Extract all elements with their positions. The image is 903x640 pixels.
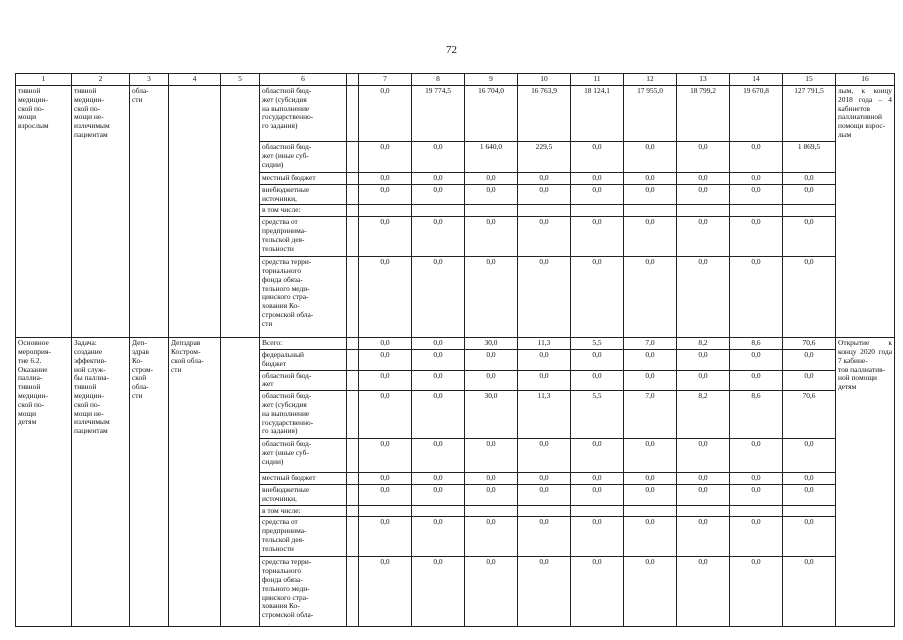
blank-cell	[347, 391, 359, 439]
funding-source-label: средства от предпринима- тельской дея- тельности	[260, 217, 347, 257]
value-cell-col-8: 0,0	[412, 349, 465, 370]
value-cell-col-10: 0,0	[518, 439, 571, 473]
value-cell-col-7	[359, 505, 412, 517]
value-cell-col-10	[518, 505, 571, 517]
value-cell-col-7: 0,0	[359, 349, 412, 370]
value-cell-col-13: 0,0	[677, 439, 730, 473]
value-cell-col-13: 18 799,2	[677, 86, 730, 142]
value-cell-col-14: 0,0	[730, 370, 783, 391]
value-cell-col-15: 70,6	[783, 391, 836, 439]
value-cell-col-7: 0,0	[359, 338, 412, 350]
value-cell-col-14: 0,0	[730, 217, 783, 257]
value-cell-col-7: 0,0	[359, 484, 412, 505]
value-cell-col-11: 0,0	[571, 217, 624, 257]
header-cell-5: 5	[221, 74, 260, 86]
value-cell-col-8: 0,0	[412, 391, 465, 439]
value-cell-col-15: 0,0	[783, 473, 836, 485]
value-cell-col-10: 0,0	[518, 184, 571, 205]
value-cell-col-8: 0,0	[412, 338, 465, 350]
value-cell-col-13: 0,0	[677, 217, 730, 257]
value-cell-col-9	[465, 205, 518, 217]
header-cell-12: 11	[571, 74, 624, 86]
value-cell-col-14: 0,0	[730, 473, 783, 485]
value-cell-col-15: 1 869,5	[783, 142, 836, 173]
value-cell-col-8: 0,0	[412, 370, 465, 391]
value-cell-col-14: 0,0	[730, 184, 783, 205]
value-cell-col-10: 0,0	[518, 349, 571, 370]
value-cell-col-14: 0,0	[730, 173, 783, 185]
value-cell-col-15: 0,0	[783, 184, 836, 205]
value-cell-col-14: 0,0	[730, 142, 783, 173]
value-cell-col-15: 0,0	[783, 517, 836, 557]
value-cell-col-11	[571, 205, 624, 217]
value-cell-col-13: 0,0	[677, 484, 730, 505]
value-cell-col-12: 0,0	[624, 484, 677, 505]
header-cell-7	[347, 74, 359, 86]
value-cell-col-11: 0,0	[571, 370, 624, 391]
value-cell-col-12: 7,0	[624, 391, 677, 439]
funding-source-label: областной бюд- жет (иные суб- сидии)	[260, 439, 347, 473]
value-cell-col-13	[677, 505, 730, 517]
value-cell-col-15: 0,0	[783, 484, 836, 505]
header-row	[16, 74, 895, 86]
header-cell-1: 1	[16, 74, 72, 86]
funding-source-label: средства терри- ториального фонда обяза- тельного меди- цинского стра- хования Ко- стромской обла-	[260, 557, 347, 627]
value-cell-col-12: 0,0	[624, 257, 677, 338]
value-cell-col-13: 0,0	[677, 142, 730, 173]
value-cell-col-14: 0,0	[730, 517, 783, 557]
header-cell-15: 14	[730, 74, 783, 86]
budget-table	[15, 73, 895, 627]
value-cell-col-14: 0,0	[730, 557, 783, 627]
blank-cell	[347, 173, 359, 185]
funding-source-label: федеральный бюджет	[260, 349, 347, 370]
value-cell-col-7: 0,0	[359, 257, 412, 338]
value-cell-col-11: 0,0	[571, 349, 624, 370]
value-cell-col-12: 0,0	[624, 184, 677, 205]
value-cell-col-12: 0,0	[624, 349, 677, 370]
blank-cell	[347, 184, 359, 205]
value-cell-col-11: 5,5	[571, 391, 624, 439]
value-cell-col-15: 0,0	[783, 173, 836, 185]
value-cell-col-8: 0,0	[412, 484, 465, 505]
header-cell-2: 2	[72, 74, 130, 86]
blank-cell	[347, 370, 359, 391]
funding-source-label: Всего:	[260, 338, 347, 350]
value-cell-col-9: 0,0	[465, 517, 518, 557]
header-cell-13: 12	[624, 74, 677, 86]
value-cell-col-13: 0,0	[677, 184, 730, 205]
value-cell-col-12: 0,0	[624, 370, 677, 391]
table-row	[16, 86, 895, 142]
block2-result-cell: Открытие к концу 2020 года 7 кабине- тов паллиатив- ной помощи детям	[836, 338, 895, 627]
value-cell-col-15	[783, 205, 836, 217]
header-cell-4: 4	[169, 74, 221, 86]
funding-source-label: в том числе:	[260, 205, 347, 217]
value-cell-col-9: 0,0	[465, 184, 518, 205]
value-cell-col-11: 5,5	[571, 338, 624, 350]
value-cell-col-7: 0,0	[359, 439, 412, 473]
value-cell-col-8: 0,0	[412, 439, 465, 473]
value-cell-col-8: 0,0	[412, 217, 465, 257]
value-cell-col-8: 0,0	[412, 257, 465, 338]
value-cell-col-14: 19 670,8	[730, 86, 783, 142]
value-cell-col-8: 0,0	[412, 173, 465, 185]
value-cell-col-11	[571, 505, 624, 517]
value-cell-col-12: 0,0	[624, 142, 677, 173]
block1-col-2: тивной медицин- ской по- мощи не- излечимым пациентам	[72, 86, 130, 338]
value-cell-col-12: 0,0	[624, 217, 677, 257]
value-cell-col-10: 0,0	[518, 557, 571, 627]
value-cell-col-7: 0,0	[359, 86, 412, 142]
value-cell-col-15: 0,0	[783, 217, 836, 257]
blank-cell	[347, 473, 359, 485]
header-cell-14: 13	[677, 74, 730, 86]
value-cell-col-9: 0,0	[465, 217, 518, 257]
value-cell-col-12: 7,0	[624, 338, 677, 350]
funding-source-label: средства от предпринима- тельской дея- тельности	[260, 517, 347, 557]
block2-col-3: Деп- здрав Ко- стром- ской обла- сти	[130, 338, 169, 627]
value-cell-col-12: 0,0	[624, 473, 677, 485]
value-cell-col-15: 127 791,5	[783, 86, 836, 142]
value-cell-col-7: 0,0	[359, 142, 412, 173]
value-cell-col-9	[465, 505, 518, 517]
value-cell-col-7: 0,0	[359, 391, 412, 439]
value-cell-col-14: 0,0	[730, 349, 783, 370]
blank-cell	[347, 86, 359, 142]
value-cell-col-10: 0,0	[518, 473, 571, 485]
value-cell-col-7	[359, 205, 412, 217]
value-cell-col-15: 0,0	[783, 557, 836, 627]
value-cell-col-13: 0,0	[677, 370, 730, 391]
funding-source-label: в том числе:	[260, 505, 347, 517]
scan-mark: ·	[288, 622, 290, 628]
value-cell-col-13: 0,0	[677, 473, 730, 485]
value-cell-col-11: 0,0	[571, 184, 624, 205]
blank-cell	[347, 338, 359, 350]
value-cell-col-12: 0,0	[624, 557, 677, 627]
header-cell-10: 9	[465, 74, 518, 86]
value-cell-col-10: 0,0	[518, 257, 571, 338]
value-cell-col-10: 16 763,9	[518, 86, 571, 142]
value-cell-col-11: 0,0	[571, 439, 624, 473]
value-cell-col-7: 0,0	[359, 517, 412, 557]
value-cell-col-9: 0,0	[465, 349, 518, 370]
value-cell-col-14	[730, 505, 783, 517]
value-cell-col-13: 0,0	[677, 257, 730, 338]
value-cell-col-10: 229,5	[518, 142, 571, 173]
funding-source-label: внебюджетные источники,	[260, 184, 347, 205]
value-cell-col-7: 0,0	[359, 173, 412, 185]
value-cell-col-12	[624, 505, 677, 517]
value-cell-col-8: 0,0	[412, 473, 465, 485]
value-cell-col-11: 0,0	[571, 173, 624, 185]
value-cell-col-8	[412, 205, 465, 217]
block1-result-cell: лым, к концу 2018 года – 4 кабинетов паллиативной помощи взрос- лым	[836, 86, 895, 338]
funding-source-label: местный бюджет	[260, 173, 347, 185]
table-row	[16, 338, 895, 350]
value-cell-col-8: 0,0	[412, 142, 465, 173]
value-cell-col-15: 0,0	[783, 257, 836, 338]
blank-cell	[347, 505, 359, 517]
blank-cell	[347, 142, 359, 173]
value-cell-col-10	[518, 205, 571, 217]
value-cell-col-13: 0,0	[677, 349, 730, 370]
value-cell-col-11: 18 124,1	[571, 86, 624, 142]
value-cell-col-14: 8,6	[730, 391, 783, 439]
value-cell-col-7: 0,0	[359, 184, 412, 205]
value-cell-col-11: 0,0	[571, 517, 624, 557]
block2-col-4: Депздрав Костром- ской обла- сти	[169, 338, 221, 627]
value-cell-col-11: 0,0	[571, 142, 624, 173]
value-cell-col-15	[783, 505, 836, 517]
value-cell-col-9: 0,0	[465, 257, 518, 338]
page-number: 72	[446, 44, 457, 56]
value-cell-col-13: 0,0	[677, 173, 730, 185]
header-cell-9: 8	[412, 74, 465, 86]
value-cell-col-11: 0,0	[571, 557, 624, 627]
blank-cell	[347, 349, 359, 370]
block2-col-2: Задача: создание эффектив- ной служ- бы паллиа- тивной медицин- ской по- мощи не- излечимым пациентам	[72, 338, 130, 627]
funding-source-label: областной бюд- жет (субсидия на выполнение государственно- го задания)	[260, 86, 347, 142]
value-cell-col-11: 0,0	[571, 484, 624, 505]
blank-cell	[347, 557, 359, 627]
value-cell-col-10: 11,3	[518, 338, 571, 350]
value-cell-col-9: 0,0	[465, 439, 518, 473]
value-cell-col-13: 0,0	[677, 557, 730, 627]
blank-cell	[347, 484, 359, 505]
value-cell-col-10: 0,0	[518, 484, 571, 505]
value-cell-col-12: 0,0	[624, 517, 677, 557]
value-cell-col-9: 0,0	[465, 557, 518, 627]
value-cell-col-12: 0,0	[624, 173, 677, 185]
value-cell-col-15: 0,0	[783, 349, 836, 370]
value-cell-col-9: 0,0	[465, 173, 518, 185]
blank-cell	[347, 217, 359, 257]
block1-col-1: тивной медицин- ской по- мощи взрослым	[16, 86, 72, 338]
blank-cell	[347, 205, 359, 217]
value-cell-col-11: 0,0	[571, 473, 624, 485]
value-cell-col-15: 0,0	[783, 370, 836, 391]
value-cell-col-13	[677, 205, 730, 217]
value-cell-col-9: 0,0	[465, 370, 518, 391]
value-cell-col-9: 16 704,0	[465, 86, 518, 142]
value-cell-col-9: 0,0	[465, 473, 518, 485]
value-cell-col-14	[730, 205, 783, 217]
block2-col-1: Основное мероприя- тие 6.2. Оказание паллиа- тивной медицин- ской по- мощи детям	[16, 338, 72, 627]
value-cell-col-8: 0,0	[412, 557, 465, 627]
block2-col-5	[221, 338, 260, 627]
value-cell-col-13: 8,2	[677, 391, 730, 439]
block1-col-4	[169, 86, 221, 338]
blank-cell	[347, 257, 359, 338]
value-cell-col-8: 0,0	[412, 517, 465, 557]
value-cell-col-7: 0,0	[359, 557, 412, 627]
value-cell-col-11: 0,0	[571, 257, 624, 338]
value-cell-col-13: 0,0	[677, 517, 730, 557]
block1-col-5	[221, 86, 260, 338]
value-cell-col-9: 30,0	[465, 391, 518, 439]
value-cell-col-14: 8,6	[730, 338, 783, 350]
header-cell-8: 7	[359, 74, 412, 86]
value-cell-col-12: 0,0	[624, 439, 677, 473]
funding-source-label: местный бюджет	[260, 473, 347, 485]
value-cell-col-12: 17 955,0	[624, 86, 677, 142]
header-cell-6: 6	[260, 74, 347, 86]
value-cell-col-10: 0,0	[518, 217, 571, 257]
value-cell-col-10: 0,0	[518, 517, 571, 557]
funding-source-label: внебюджетные источники,	[260, 484, 347, 505]
header-cell-17: 16	[836, 74, 895, 86]
blank-cell	[347, 517, 359, 557]
funding-source-label: средства терри- ториального фонда обяза- тельного меди- цинского стра- хования Ко- стромской обла- сти	[260, 257, 347, 338]
value-cell-col-7: 0,0	[359, 473, 412, 485]
value-cell-col-10: 0,0	[518, 173, 571, 185]
value-cell-col-12	[624, 205, 677, 217]
blank-cell	[347, 439, 359, 473]
funding-source-label: областной бюд- жет (субсидия на выполнение государственно- го задания)	[260, 391, 347, 439]
value-cell-col-9: 1 640,0	[465, 142, 518, 173]
value-cell-col-15: 0,0	[783, 439, 836, 473]
header-cell-16: 15	[783, 74, 836, 86]
value-cell-col-13: 8,2	[677, 338, 730, 350]
value-cell-col-14: 0,0	[730, 439, 783, 473]
value-cell-col-15: 70,6	[783, 338, 836, 350]
value-cell-col-10: 11,3	[518, 391, 571, 439]
value-cell-col-14: 0,0	[730, 257, 783, 338]
value-cell-col-8: 0,0	[412, 184, 465, 205]
value-cell-col-8	[412, 505, 465, 517]
value-cell-col-10: 0,0	[518, 370, 571, 391]
value-cell-col-8: 19 774,5	[412, 86, 465, 142]
value-cell-col-7: 0,0	[359, 370, 412, 391]
block1-col-3: обла- сти	[130, 86, 169, 338]
header-cell-3: 3	[130, 74, 169, 86]
funding-source-label: областной бюд- жет	[260, 370, 347, 391]
value-cell-col-7: 0,0	[359, 217, 412, 257]
header-cell-11: 10	[518, 74, 571, 86]
value-cell-col-9: 0,0	[465, 484, 518, 505]
value-cell-col-14: 0,0	[730, 484, 783, 505]
value-cell-col-9: 30,0	[465, 338, 518, 350]
funding-source-label: областной бюд- жет (иные суб- сидии)	[260, 142, 347, 173]
